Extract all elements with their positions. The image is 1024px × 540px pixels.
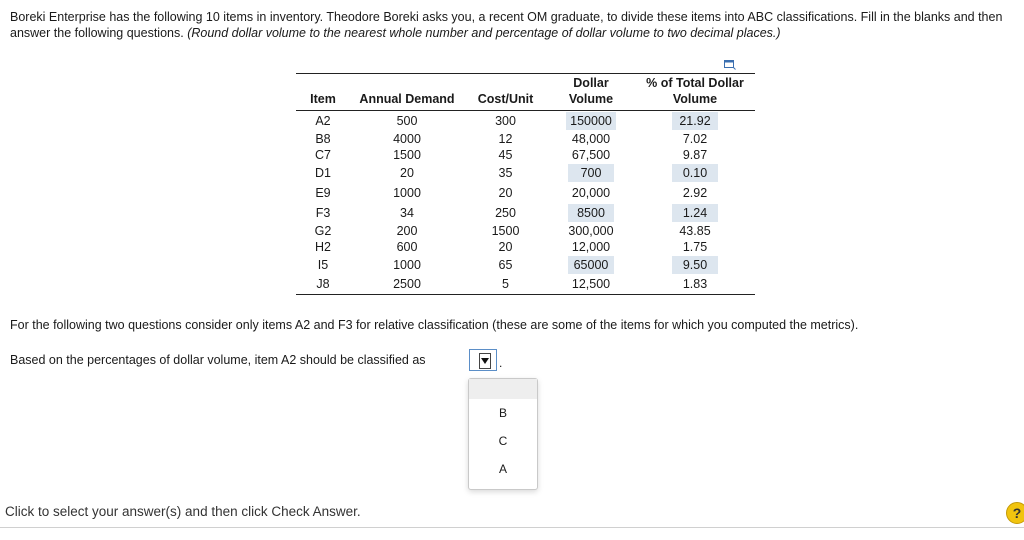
cell-cost-unit: 12 [498,131,513,146]
dollar-volume-input[interactable]: 150000 [566,112,616,130]
dropdown-option-c[interactable]: C [498,434,508,448]
cell-item: B8 [315,131,331,146]
dropdown-blank-option[interactable] [469,379,537,399]
header-pct-volume-bottom: Volume [635,91,755,111]
cell-dollar-volume: 67,500 [571,147,611,162]
cell-annual-demand: 1000 [393,257,421,272]
help-icon[interactable]: ? [1006,502,1024,524]
table-row [296,223,755,239]
header-dollar-volume-top: Dollar [547,74,635,92]
table-row [296,163,755,183]
table-row [296,203,755,223]
dollar-volume-input[interactable]: 65000 [568,256,614,274]
period: . [499,356,503,370]
cell-item: A2 [315,113,331,128]
cell-annual-demand: 600 [396,239,418,254]
pct-volume-input[interactable]: 0.10 [672,164,718,182]
cell-pct-volume: 1.75 [682,239,708,254]
cell-cost-unit: 5 [502,277,509,292]
expand-table-icon[interactable] [724,60,736,70]
cell-cost-unit: 20 [498,239,513,254]
table-row [296,255,755,275]
cell-cost-unit: 1500 [491,223,520,238]
cell-cost-unit: 20 [498,185,513,200]
cell-dollar-volume: 48,000 [571,131,611,146]
table-row [296,275,755,295]
cell-dollar-volume: 12,500 [571,277,611,292]
cell-item: F3 [315,205,331,220]
cell-cost-unit: 250 [495,205,516,220]
dollar-volume-input[interactable]: 8500 [568,204,614,222]
pct-volume-input[interactable]: 21.92 [672,112,718,130]
cell-pct-volume: 9.87 [682,147,708,162]
cell-annual-demand: 2500 [393,277,421,292]
table-row [296,111,755,131]
pct-volume-input[interactable]: 9.50 [672,256,718,274]
header-dollar-volume-bottom: Volume [547,91,635,111]
cell-annual-demand: 200 [396,223,418,238]
cell-annual-demand: 34 [400,205,414,220]
cell-pct-volume: 43.85 [679,223,711,238]
footer-instruction: Click to select your answer(s) and then click Check Answer. [5,504,361,519]
table-row [296,239,755,255]
header-annual-demand: Annual Demand [350,91,464,111]
table-row [296,183,755,203]
cell-annual-demand: 20 [400,165,414,180]
cell-item: J8 [316,277,330,292]
problem-statement [10,9,1010,41]
table-row [296,147,755,163]
cell-item: H2 [315,239,331,254]
problem-text: Boreki Enterprise has the following 10 items in inventory. Theodore Boreki asks you, a recent OM graduate, to divide these items into ABC classifications. Fill in the blanks and then answer the following questions. [10,10,1003,40]
cell-pct-volume: 7.02 [682,131,708,146]
cell-item: D1 [315,165,331,180]
classification-dropdown[interactable] [469,349,497,371]
table-row [296,131,755,147]
cell-item: C7 [315,147,331,162]
cell-item: E9 [315,185,331,200]
inventory-table [296,73,755,295]
cell-cost-unit: 65 [498,257,513,272]
cell-pct-volume: 2.92 [682,185,708,200]
rounding-note: (Round dollar volume to the nearest whole number and percentage of dollar volume to two decimal places.) [187,26,781,40]
cell-item: G2 [314,223,332,238]
cell-annual-demand: 1000 [393,185,421,200]
header-cost-unit: Cost/Unit [464,91,547,111]
cell-dollar-volume: 12,000 [571,239,611,254]
cell-annual-demand: 500 [396,113,418,128]
question-context: For the following two questions consider only items A2 and F3 for relative classification (these are some of the items for which you computed the metrics). [10,318,859,332]
cell-annual-demand: 4000 [393,131,421,146]
pct-volume-input[interactable]: 1.24 [672,204,718,222]
question-a2-classification: Based on the percentages of dollar volume, item A2 should be classified as [10,353,426,367]
header-item: Item [296,91,350,111]
dollar-volume-input[interactable]: 700 [568,164,614,182]
dropdown-arrow-icon [479,353,491,369]
cell-pct-volume: 1.83 [682,277,708,292]
cell-cost-unit: 45 [498,147,513,162]
cell-item: I5 [317,257,329,272]
cell-cost-unit: 300 [495,113,516,128]
dropdown-menu [468,378,538,490]
cell-dollar-volume: 300,000 [568,223,614,238]
header-pct-volume-top: % of Total Dollar [635,74,755,92]
cell-dollar-volume: 20,000 [571,185,611,200]
dropdown-option-a[interactable]: A [498,462,507,476]
cell-cost-unit: 35 [498,165,513,180]
footer-divider [0,527,1024,528]
dropdown-option-b[interactable]: B [498,406,507,420]
cell-annual-demand: 1500 [393,147,421,162]
